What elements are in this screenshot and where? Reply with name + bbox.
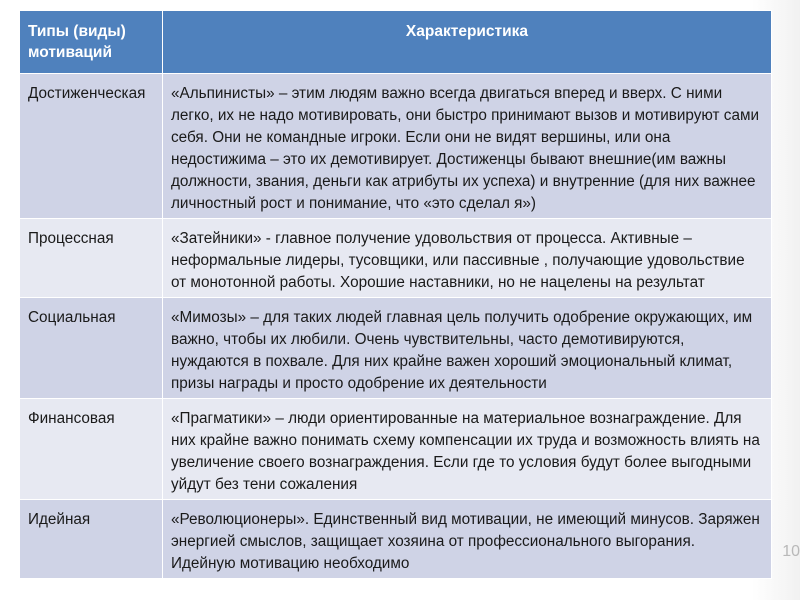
table-row — [20, 74, 772, 219]
characteristic-cell: «Альпинисты» – этим людям важно всегда двигаться вперед и вверх. С ними легко, их не надо мотивировать, они быстро принимают вызов и мотивируют сами себя. Они не командные игроки. Если они не видят вершины, или она недостижима – это их демотивирует. Достиженцы бывают внешние(им важны должности, звания, деньги как атрибуты их успеха) и внутренние (для них важнее личностный рост и понимание, что «это сделал я») — [163, 74, 772, 219]
motivation-type-cell: Процессная — [20, 219, 163, 298]
motivation-types-table — [19, 10, 772, 579]
table-row — [20, 298, 772, 399]
table-row — [20, 219, 772, 298]
header-types: Типы (виды) мотиваций — [20, 11, 163, 74]
characteristic-cell: «Мимозы» – для таких людей главная цель получить одобрение окружающих, им важно, чтобы их любили. Очень чувствительны, часто демотивируются, нуждаются в похвале. Для них крайне важен хороший эмоциональный климат, призы награды и просто одобрение их деятельности — [163, 298, 772, 399]
motivation-type-cell: Достиженческая — [20, 74, 163, 219]
table-header-row — [20, 11, 772, 74]
characteristic-cell: «Затейники» - главное получение удовольствия от процесса. Активные – неформальные лидеры, тусовщики, или пассивные , получающие удовольствие от монотонной работы. Хорошие наставники, но не нацелены на результат — [163, 219, 772, 298]
motivation-type-cell: Идейная — [20, 500, 163, 579]
header-characteristic: Характеристика — [163, 11, 772, 74]
table-row — [20, 399, 772, 500]
characteristic-cell: «Революционеры». Единственный вид мотивации, не имеющий минусов. Заряжен энергией смыслов, защищает хозяина от профессионального выгорания. Идейную мотивацию необходимо — [163, 500, 772, 579]
motivation-type-cell: Финансовая — [20, 399, 163, 500]
table-row — [20, 500, 772, 579]
page-number: 10 — [782, 543, 800, 560]
motivation-type-cell: Социальная — [20, 298, 163, 399]
characteristic-cell: «Прагматики» – люди ориентированные на материальное вознаграждение. Для них крайне важно понимать схему компенсации их труда и возможность влиять на увеличение своего вознаграждения. Если где то условия будут более выгодными уйдут без тени сожаления — [163, 399, 772, 500]
